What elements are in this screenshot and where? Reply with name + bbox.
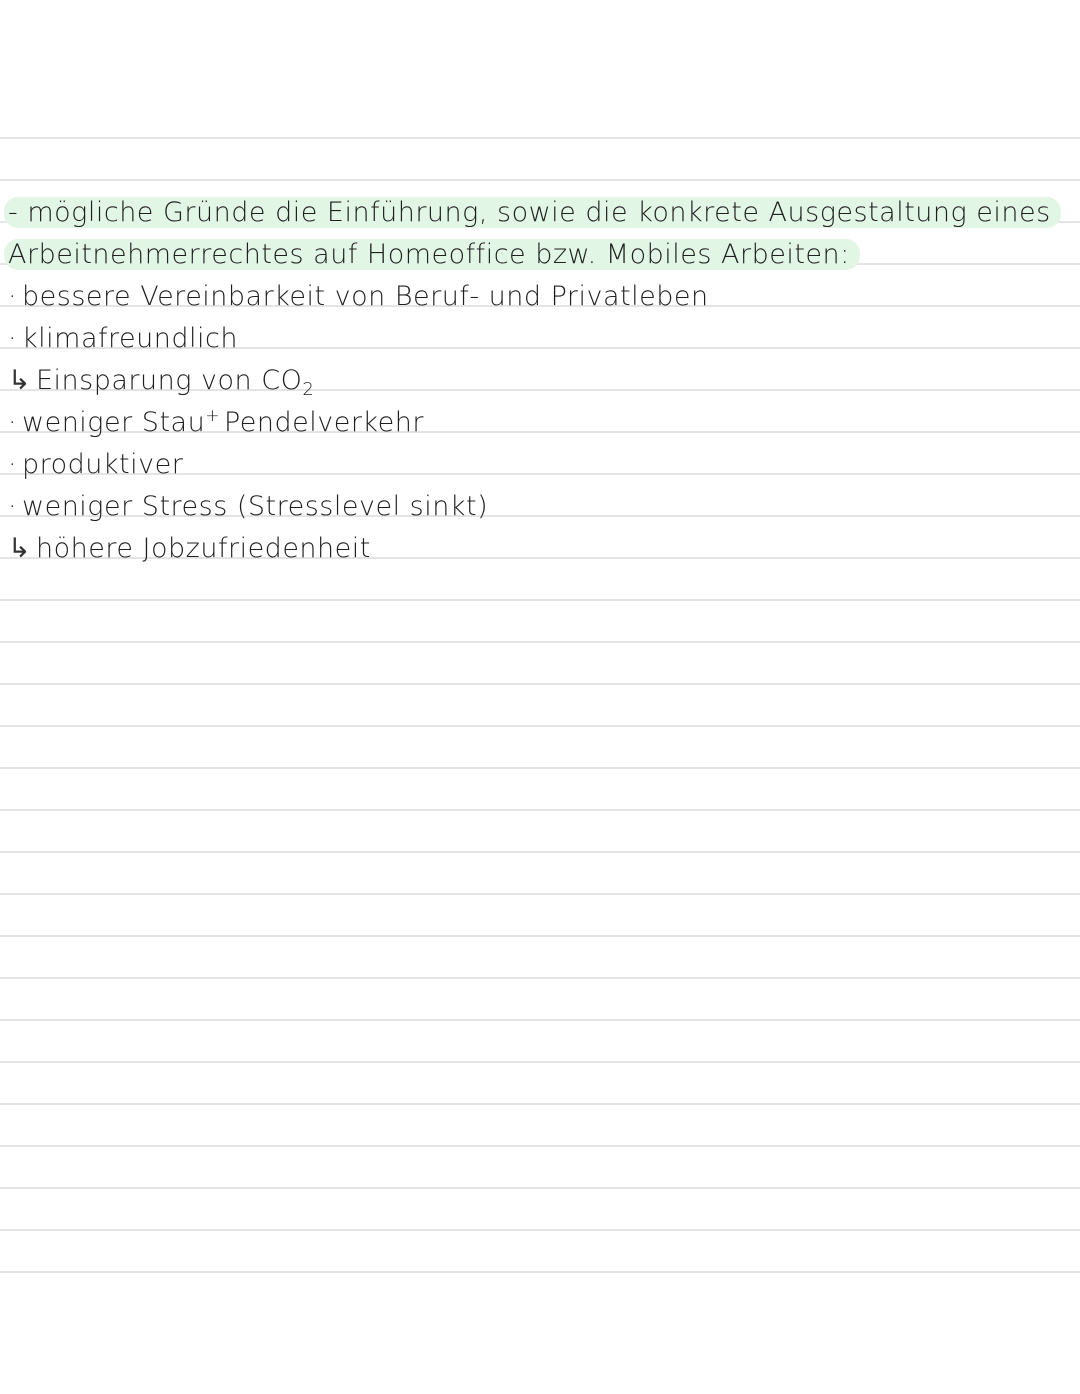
ruled-line bbox=[0, 1187, 1080, 1189]
heading-line-1 bbox=[4, 196, 1061, 230]
list-item bbox=[8, 322, 238, 356]
bullet-marker: · bbox=[8, 407, 18, 438]
bullet-marker: · bbox=[8, 281, 18, 312]
ruled-line bbox=[0, 935, 1080, 937]
list-item-text: weniger Stau bbox=[22, 407, 206, 438]
bullet-marker: · bbox=[8, 491, 18, 522]
ruled-line bbox=[0, 1103, 1080, 1105]
arrow-return-icon: ↳ bbox=[8, 533, 32, 564]
list-item-text: weniger Stress (Stresslevel sinkt) bbox=[22, 491, 489, 522]
ruled-line bbox=[0, 1061, 1080, 1063]
list-item bbox=[8, 364, 314, 401]
heading-highlight: - mögliche Gründe die Einführung, sowie die konkrete Ausgestaltung eines bbox=[4, 197, 1061, 228]
bullet-marker: · bbox=[8, 449, 18, 480]
heading-highlight: Arbeitnehmerrechtes auf Homeoffice bzw. Mobiles Arbeiten: bbox=[4, 239, 860, 270]
bullet-marker: · bbox=[8, 323, 18, 354]
ruled-line bbox=[0, 1019, 1080, 1021]
ruled-line bbox=[0, 977, 1080, 979]
list-item-text: klimafreundlich bbox=[22, 323, 238, 354]
ruled-line bbox=[0, 599, 1080, 601]
list-item-text: Einsparung von CO bbox=[36, 365, 303, 396]
ruled-line bbox=[0, 683, 1080, 685]
list-item bbox=[8, 280, 709, 314]
ruled-line bbox=[0, 725, 1080, 727]
list-item-text: höhere Jobzufriedenheit bbox=[36, 533, 371, 564]
ruled-line bbox=[0, 179, 1080, 181]
subscript: 2 bbox=[302, 379, 315, 400]
list-item-text: produktiver bbox=[22, 449, 184, 480]
list-item bbox=[8, 532, 371, 566]
ruled-line bbox=[0, 1271, 1080, 1273]
ruled-line bbox=[0, 809, 1080, 811]
superscript: + bbox=[205, 406, 220, 426]
ruled-line bbox=[0, 1229, 1080, 1231]
ruled-line bbox=[0, 1145, 1080, 1147]
list-item-text: bessere Vereinbarkeit von Beruf- und Privatleben bbox=[22, 281, 709, 312]
arrow-return-icon: ↳ bbox=[8, 365, 32, 396]
list-item bbox=[8, 448, 183, 482]
ruled-line bbox=[0, 641, 1080, 643]
ruled-line bbox=[0, 851, 1080, 853]
list-item-text: Pendelverkehr bbox=[223, 407, 424, 438]
ruled-line bbox=[0, 137, 1080, 139]
ruled-line bbox=[0, 767, 1080, 769]
list-item bbox=[8, 490, 488, 524]
heading-line-2 bbox=[4, 238, 860, 272]
ruled-line bbox=[0, 893, 1080, 895]
list-item bbox=[8, 406, 424, 443]
